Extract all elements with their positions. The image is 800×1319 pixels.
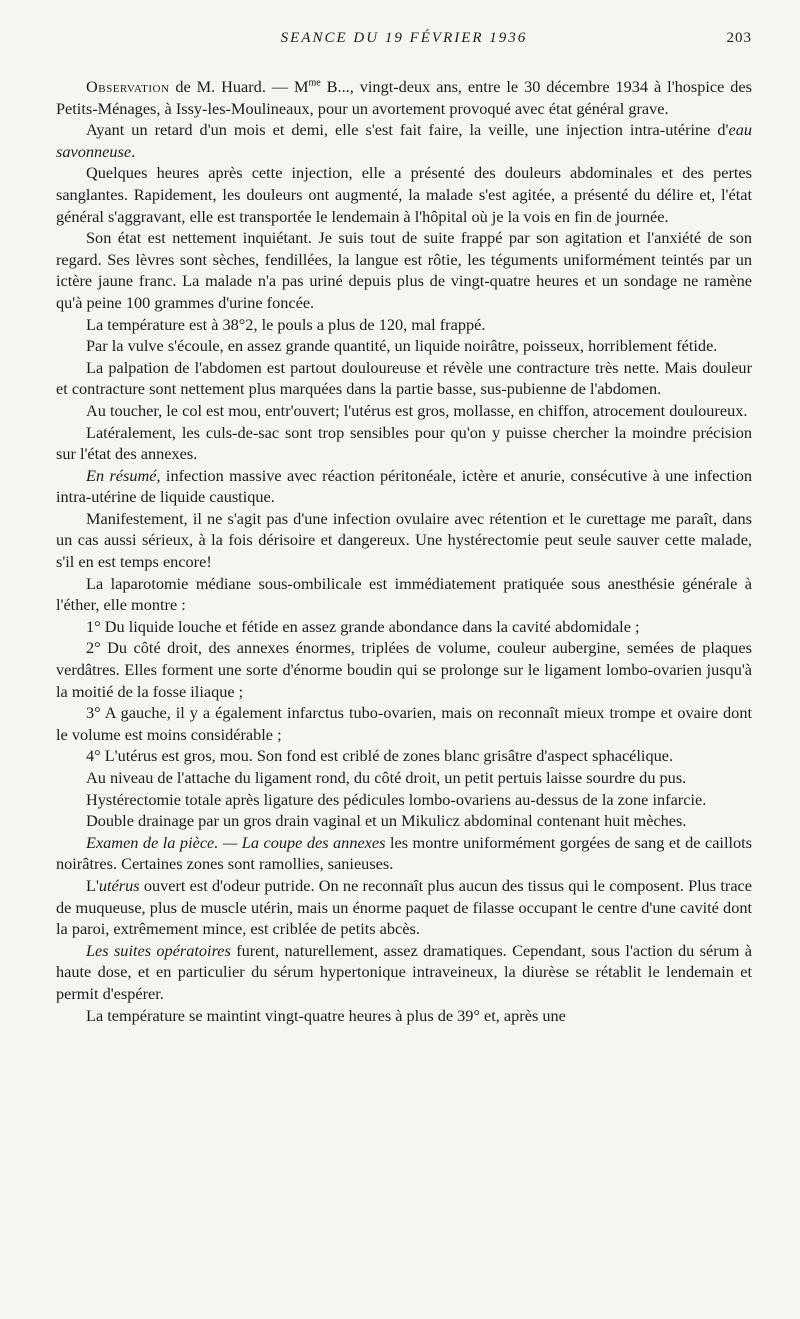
list-item: 4° L'utérus est gros, mou. Son fond est criblé de zones blanc grisâtre d'aspect sphacélique. [86, 746, 674, 766]
paragraph: Examen de la pièce. — La coupe des annexes les montre uniformément gorgées de sang et de caillots noirâtres. Certaines zones sont ramollies, sanieuses. [56, 832, 752, 874]
paragraph: Double drainage par un gros drain vaginal et un Mikulicz abdominal contenant huit mèches. [86, 811, 687, 831]
paragraph: La température est à 38°2, le pouls a plus de 120, mal frappé. [86, 314, 486, 334]
paragraph: Ayant un retard d'un mois et demi, elle s'est fait faire, la veille, une injection intra-utérine d'eau savonneuse. [56, 120, 752, 161]
body-text [56, 76, 752, 1026]
paragraph: Manifestement, il ne s'agit pas d'une infection ovulaire avec rétention et le curettage me paraît, dans un cas aussi sérieux, à la fois dérisoire et dangereux. Une hystérectomie peut seule sauver cette malade, s'il en est temps encore! [56, 508, 752, 572]
list-item: 2° Du côté droit, des annexes énormes, triplées de volume, couleur aubergine, semées de plaques verdâtres. Elles forment une sorte d'énorme boudin qui se prolonge sur le ligament lombo-ovarien jusqu'à la moitié de la fosse iliaque ; [56, 638, 752, 701]
paragraph: Les suites opératoires furent, naturellement, assez dramatiques. Cependant, sous l'action du sérum à haute dose, et en particulier du sérum hypertonique intraveineux, la diurèse se rétablit le lendemain et permit d'espérer. [56, 940, 752, 1003]
running-header [56, 30, 752, 60]
paragraph: En résumé, infection massive avec réaction péritonéale, ictère et anurie, consécutive à une infection intra-utérine de liquide caustique. [56, 465, 752, 507]
paragraph: Quelques heures après cette injection, elle a présenté des douleurs abdominales et des pertes sanglantes. Rapidement, les douleurs ont augmenté, la malade s'est agitée, a présenté du délire et, l'état général s'aggravant, elle est transportée le lendemain à l'hôpital où je la vois en fin de journée. [56, 163, 752, 226]
paragraph: Latéralement, les culs-de-sac sont trop sensibles pour qu'on y puisse chercher la moindre précision sur l'état des annexes. [56, 422, 752, 464]
paragraph: Par la vulve s'écoule, en assez grande quantité, un liquide noirâtre, poisseux, horriblement fétide. [86, 336, 718, 356]
header-title: SEANCE DU 19 FÉVRIER 1936 [280, 30, 528, 46]
paragraph: Au niveau de l'attache du ligament rond, du côté droit, un petit pertuis laisse sourdre du pus. [86, 768, 687, 787]
paragraph: Hystérectomie totale après ligature des pédicules lombo-ovariens au-dessus de la zone infarcie. [86, 789, 707, 809]
list-item: 1° Du liquide louche et fétide en assez grande abondance dans la cavité abdomidale ; [86, 616, 640, 636]
paragraph: La palpation de l'abdomen est partout douloureuse et révèle une contracture très nette. Mais douleur et contracture sont nettement plus marquées dans la partie basse, sus-pubienne de l'abdomen. [56, 357, 752, 399]
observation-label: Observation [86, 77, 170, 96]
paragraph: Son état est nettement inquiétant. Je suis tout de suite frappé par son agitation et l'anxiété de son regard. Ses lèvres sont sèches, fendillées, la langue est rôtie, les téguments uniformément teintés par un ictère jaune franc. La malade n'a pas uriné depuis plus de vingt-quatre heures et un sondage ne ramène qu'à peine 100 grammes d'urine foncée. [56, 228, 752, 312]
paragraph: L'utérus ouvert est d'odeur putride. On ne reconnaît plus aucun des tissus qui le composent. Plus trace de muqueuse, plus de muscle utérin, mais un énorme paquet de filasse occupant le centre d'une cavité dont la paroi, extrêmement mince, est criblée de petits abcès. [56, 875, 752, 939]
paragraph: La température se maintint vingt-quatre heures à plus de 39° et, après une [86, 1005, 566, 1025]
page-number: 203 [726, 30, 752, 46]
paragraph: Observation de M. Huard. — $M^{me}$ B..., vingt-deux ans, entre le 30 décembre 1934 à l'hospice des Petits-Ménages, à Issy-les-Moulineaux, pour un avortement provoqué avec état général grave. [56, 77, 752, 118]
list-item: 3° A gauche, il y a également infarctus tubo-ovarien, mais on reconnaît mieux trompe et ovaire dont le volume est moins considérable ; [56, 703, 752, 744]
paragraph: Au toucher, le col est mou, entr'ouvert; l'utérus est gros, mollasse, en chiffon, atrocement douloureux. [86, 400, 748, 420]
paragraph: La laparotomie médiane sous-ombilicale est immédiatement pratiquée sous anesthésie générale à l'éther, elle montre : [56, 573, 752, 615]
